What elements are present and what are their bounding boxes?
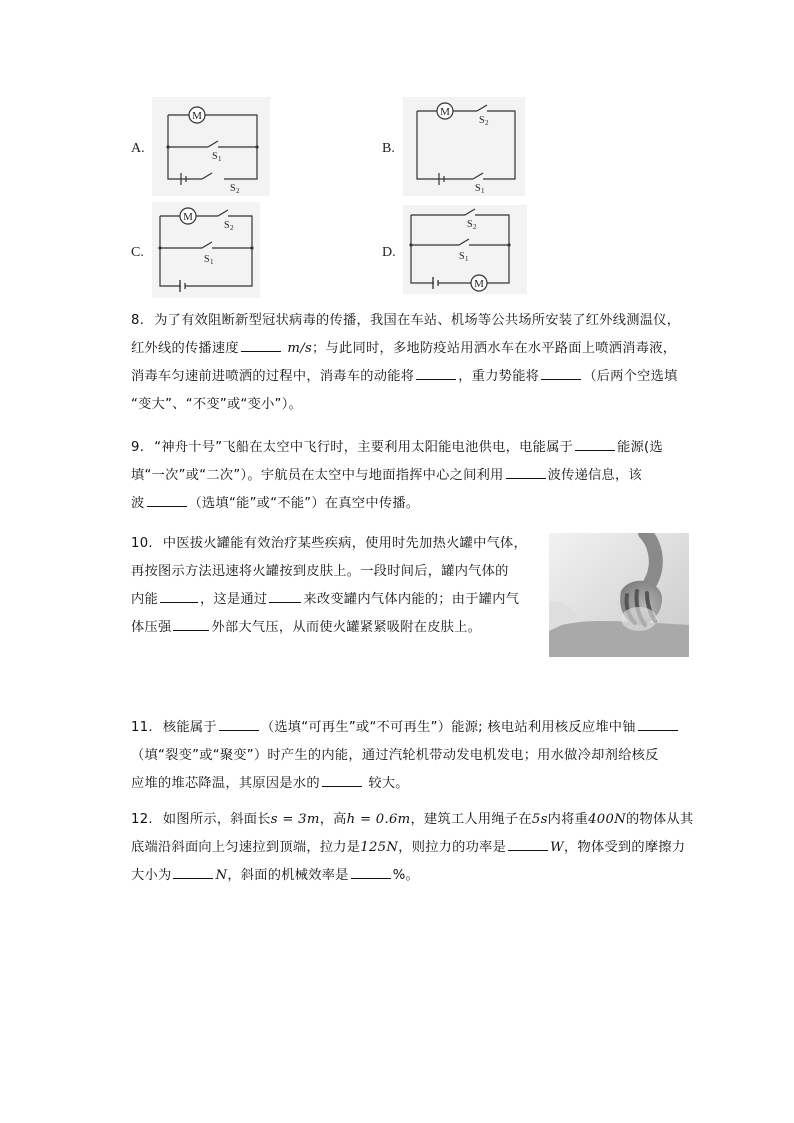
q10-line-4 [131, 614, 551, 642]
q11-text: 应堆的堆芯降温，其原因是水的 [131, 776, 320, 791]
switch-1-sub: 1 [210, 258, 214, 266]
answer-blank[interactable] [575, 436, 615, 451]
q12-math: 5s [531, 812, 548, 827]
q8-unit: m/s [287, 341, 313, 356]
q8-line-1 [131, 307, 691, 335]
q11-line-1 [131, 714, 691, 742]
switch-2-sub: 2 [473, 223, 477, 231]
switch-1-sub: 1 [481, 187, 485, 195]
question-number: 12. [131, 812, 153, 827]
q9-text: 波传递信息，该 [547, 468, 643, 483]
question-8 [131, 307, 691, 419]
answer-blank[interactable] [160, 588, 198, 603]
q8-text: ；与此同时，多地防疫站用洒水车在水平路面上喷洒消毒液， [312, 341, 677, 356]
q8-text: （后两个空选填 [583, 369, 678, 384]
q10-text: 再按图示方法迅速将火罐按到皮肤上。一段时间后，罐内气体的 [131, 564, 509, 579]
q9-line-3 [131, 490, 691, 518]
q8-line-4 [131, 391, 691, 419]
answer-blank[interactable] [219, 716, 259, 731]
answer-blank[interactable] [508, 836, 548, 851]
circuit-a-svg [152, 97, 270, 196]
motor-label: M [192, 110, 202, 122]
q9-line-2 [131, 462, 691, 490]
answer-blank[interactable] [351, 864, 391, 879]
circuit-c-svg [152, 202, 260, 298]
q12-text: ，物体受到的摩擦力 [563, 840, 686, 855]
q9-line-1 [131, 434, 691, 462]
answer-blank[interactable] [147, 492, 187, 507]
circuit-b-svg [403, 97, 525, 196]
answer-blank[interactable] [322, 772, 362, 787]
junction-dot [255, 145, 258, 148]
q12-text: ，斜面的机械效率是 [227, 868, 349, 883]
motor-label: M [440, 106, 450, 118]
motor-label: M [183, 211, 193, 223]
question-number: 10. [131, 536, 153, 551]
switch-2-sub: 2 [230, 224, 234, 232]
answer-blank[interactable] [241, 337, 281, 352]
q12-text: 如图所示，斜面长 [162, 812, 271, 827]
answer-blank[interactable] [269, 588, 301, 603]
answer-blank[interactable] [173, 864, 213, 879]
q8-text: ，重力势能将 [458, 369, 540, 384]
q12-math: N [215, 868, 228, 883]
q12-math: s = 3m [270, 812, 320, 827]
q9-text: 填“一次”或“二次”）。宇航员在太空中与地面指挥中心之间利用 [131, 468, 504, 483]
q12-math: 400N [588, 812, 627, 827]
switch-2-sub: 2 [236, 187, 240, 195]
switch-1-label: S [459, 251, 465, 262]
q12-text: 的物体从其 [626, 812, 694, 827]
q12-line-1 [131, 806, 694, 834]
battery-gap [181, 282, 185, 290]
q9-text: “神舟十号”飞船在太空中飞行时，主要利用太阳能电池供电，电能属于 [154, 440, 574, 455]
cupping-photo [549, 533, 689, 657]
question-number: 9. [131, 440, 145, 455]
switch-2-label: S [479, 115, 485, 126]
question-11 [131, 714, 691, 798]
q12-text: 内将重 [547, 812, 589, 827]
q12-math: h = 0.6m [346, 812, 411, 827]
q10-line-1 [131, 530, 551, 558]
q10-text: 体压强 [131, 620, 172, 635]
option-a-label: A. [131, 141, 145, 156]
q9-text: 波 [131, 496, 145, 511]
circuit-d-svg [403, 205, 527, 294]
switch-1-label: S [212, 151, 218, 162]
q12-line-3 [131, 862, 691, 890]
switch-1-label: S [204, 254, 210, 265]
q8-text: 消毒车匀速前进喷洒的过程中，消毒车的动能将 [131, 369, 415, 384]
circuit-diagram-d [403, 205, 527, 294]
q12-text: 大小为 [131, 868, 172, 883]
option-b-label: B. [382, 141, 395, 156]
q12-math: W [550, 840, 564, 855]
circuit-diagram-b [403, 97, 525, 196]
q8-text: “变大”、“不变”或“变小”）。 [131, 397, 303, 412]
switch-1-sub: 1 [465, 255, 469, 263]
q11-text: （选填“可再生”或“不可再生”）能源; 核电站利用核反应堆中铀 [260, 720, 636, 735]
q10-line-3 [131, 586, 551, 614]
q10-text: 来改变罐内气体内能的；由于罐内气 [303, 592, 520, 607]
q12-text: 底端沿斜面向上匀速拉到顶端，拉力是 [131, 840, 361, 855]
circuit-diagram-a [152, 97, 270, 196]
q12-math: 125N [360, 840, 399, 855]
junction-dot [250, 246, 253, 249]
junction-dot [507, 243, 510, 246]
switch-2-label: S [467, 219, 473, 230]
answer-blank[interactable] [638, 716, 678, 731]
q11-line-2 [131, 742, 691, 770]
q10-text: ，这是通过 [199, 592, 268, 607]
question-number: 11. [131, 720, 153, 735]
q12-text: ，高 [319, 812, 347, 827]
junction-dot [166, 145, 169, 148]
switch-1-label: S [475, 183, 481, 194]
q12-line-2 [131, 834, 691, 862]
battery-gap [434, 279, 438, 287]
circuit-diagram-c [152, 202, 260, 298]
answer-blank[interactable] [416, 365, 456, 380]
option-d-label: D. [382, 245, 396, 260]
q11-line-3 [131, 770, 691, 798]
q9-text: 能源(选 [617, 440, 663, 455]
q8-line-2 [131, 335, 691, 363]
q8-text: 为了有效阻断新型冠状病毒的传播，我国在车站、机场等公共场所安装了红外线测温仪， [154, 313, 681, 328]
switch-2-label: S [230, 183, 236, 194]
q11-text: 核能属于 [162, 720, 217, 735]
switch-2-sub: 2 [485, 119, 489, 127]
cupping-photo-svg [549, 533, 689, 657]
q11-text: 较大。 [368, 776, 409, 791]
q8-line-3 [131, 363, 691, 391]
q11-text: （填“裂变”或“聚变”）时产生的内能，通过汽轮机带动发电机发电；用水做冷却剂给核反 [131, 748, 659, 763]
question-10 [131, 530, 551, 642]
q12-text: %。 [392, 868, 420, 883]
q10-text: 内能 [131, 592, 158, 607]
q10-text: 中医拔火罐能有效治疗某些疾病，使用时先加热火罐中气体， [162, 536, 528, 551]
answer-blank[interactable] [541, 365, 581, 380]
q12-text: ，则拉力的功率是 [398, 840, 507, 855]
option-c-label: C. [131, 245, 144, 260]
junction-dot [158, 246, 161, 249]
junction-dot [409, 243, 412, 246]
answer-blank[interactable] [506, 464, 546, 479]
question-9 [131, 434, 691, 518]
motor-label: M [474, 278, 484, 290]
question-number: 8. [131, 313, 145, 328]
switch-2-label: S [224, 220, 230, 231]
q8-text: 红外线的传播速度 [131, 341, 239, 356]
q10-line-2 [131, 558, 551, 586]
switch-1-sub: 1 [218, 155, 222, 163]
q10-text: 外部大气压，从而使火罐紧紧吸附在皮肤上。 [211, 620, 482, 635]
answer-blank[interactable] [173, 616, 209, 631]
q12-text: ，建筑工人用绳子在 [410, 812, 532, 827]
question-12 [131, 806, 694, 890]
q9-text: （选填“能”或“不能”）在真空中传播。 [188, 496, 420, 511]
